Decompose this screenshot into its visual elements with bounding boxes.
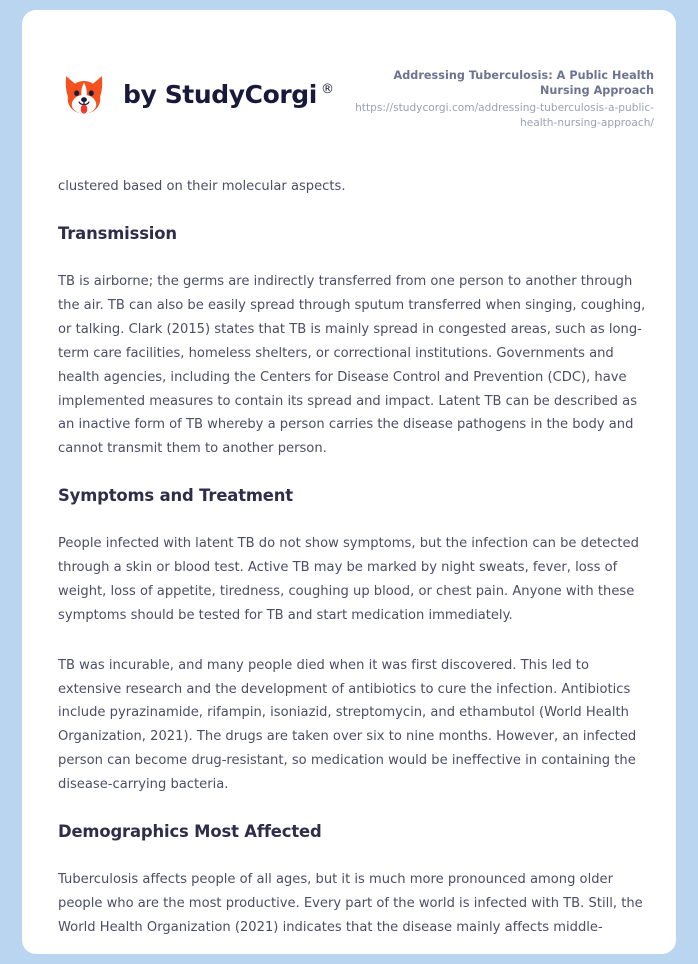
studycorgi-brand: [58, 62, 334, 120]
document-meta: [344, 62, 654, 131]
document-page-sheet: [22, 10, 676, 954]
spacer: [58, 797, 646, 821]
section-paragraph: Tuberculosis affects people of all ages, but it is much more pronounced among older people who are the most productive. Every part of the world is infected with TB. Still, the World Health Organization (2021) indicates that the disease mainly affects middle-: [58, 872, 643, 935]
section-paragraph: TB is airborne; the germs are indirectly transferred from one person to another through the air. TB can also be easily spread through sputum transferred when singing, coughing, or talking. Clark (2015) states that TB is mainly spread in congested areas, such as long-term care facilities, homeless shelters, or correctional institutions. Governments and health agencies, including the Centers for Disease Control and Prevention (CDC), have implemented measures to contain its spread and impact. Latent TB can be described as an inactive form of TB whereby a person carries the disease pathogens in the body and cannot transmit them to another person.: [58, 274, 646, 457]
document-header: [22, 10, 676, 131]
continued-paragraph: clustered based on their molecular aspects.: [58, 179, 346, 195]
section-paragraph: People infected with latent TB do not show symptoms, but the infection can be detected through a skin or blood test. Active TB may be marked by night sweats, fever, loss of weight, loss of appetite, tiredness, coughing up blood, or chest pain. Anyone with these symptoms should be tested for TB and start medication immediately.: [58, 536, 639, 623]
corgi-dog-face-icon: [58, 68, 110, 120]
section-paragraph: TB was incurable, and many people died when it was first discovered. This led to extensive research and the development of antibiotics to cure the infection. Antibiotics include pyrazinamide, rifampin, isoniazid, streptomycin, and ethambutol (World Health Organization, 2021). The drugs are taken over six to nine months. However, an infected person can become drug-resistant, so medication would be ineffective in containing the disease-carrying bacteria.: [58, 657, 637, 792]
brand-wordmark: [123, 80, 334, 109]
spacer: [58, 506, 646, 532]
spacer: [58, 628, 646, 654]
spacer: [58, 461, 646, 485]
section-heading-demographics-most-affected: Demographics Most Affected: [58, 821, 322, 841]
document-title: Addressing Tuberculosis: A Public Health Nursing Approach: [393, 69, 654, 98]
document-body: [22, 175, 676, 939]
section-heading-symptoms-and-treatment: Symptoms and Treatment: [58, 486, 293, 506]
brand-wordmark-text: by StudyCorgi: [123, 79, 317, 109]
spacer: [58, 199, 646, 223]
document-url[interactable]: https://studycorgi.com/addressing-tuberculosis-a-public-health-nursing-approach/: [355, 102, 654, 130]
section-heading-transmission: Transmission: [58, 224, 177, 244]
spacer: [58, 244, 646, 270]
registered-trademark-icon: ®: [320, 82, 334, 98]
spacer: [58, 842, 646, 868]
